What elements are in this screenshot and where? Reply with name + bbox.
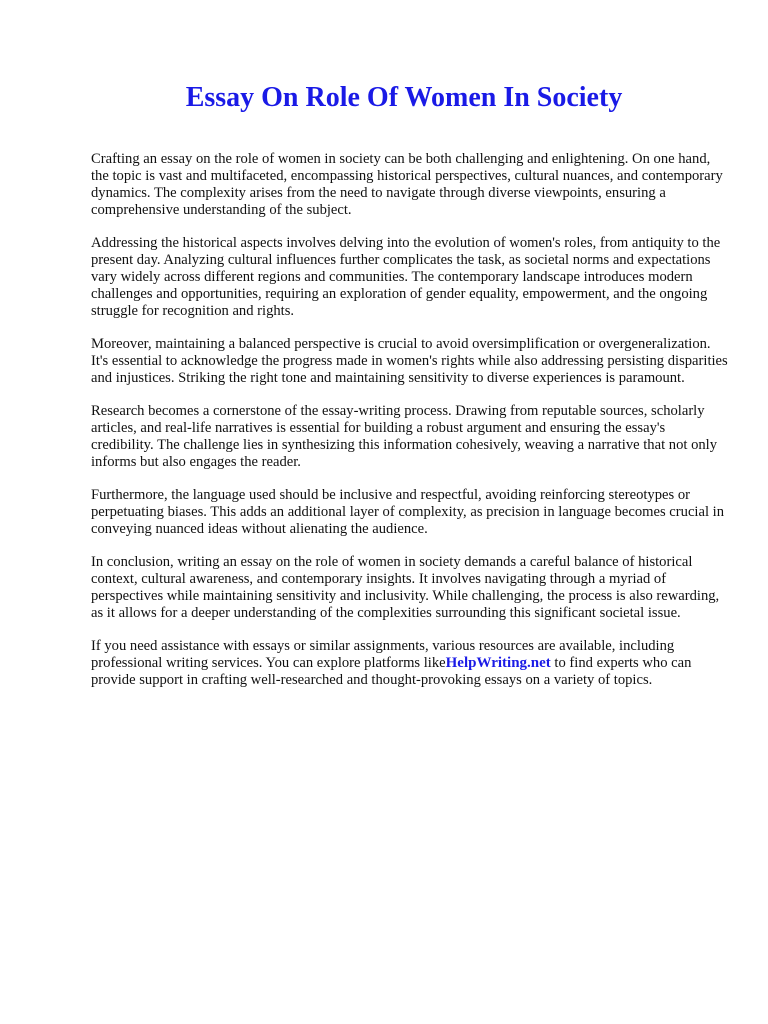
closing-text-after: to find experts who can provide support in crafting well-researched and thought-provoking essays on a variety of topics. — [91, 655, 692, 688]
helpwriting-link[interactable]: HelpWriting.net — [445, 655, 551, 671]
paragraph-intro: Crafting an essay on the role of women in society can be both challenging and enlightening. On one hand, the topic is vast and multifaceted, encompassing historical perspectives, cultural nuances, and contemporary dynamics. The complexity arises from the need to navigate through diverse viewpoints, ensuring a comprehensive understanding of the subject. — [91, 151, 723, 218]
paragraph-conclusion: In conclusion, writing an essay on the role of women in society demands a careful balance of historical context, cultural awareness, and contemporary insights. It involves navigating through a myriad of perspectives while maintaining sensitivity and inclusivity. While challenging, the process is also rewarding, as it allows for a deeper understanding of the complexities surrounding this significant societal issue. — [91, 554, 720, 621]
closing-text-before: If you need assistance with essays or similar assignments, various resources are available, including professional writing services. You can explore platforms like — [91, 638, 675, 671]
paragraph-research: Research becomes a cornerstone of the essay-writing process. Drawing from reputable sources, scholarly articles, and real-life narratives is essential for building a robust argument and ensuring the essay's credibility. The challenge lies in synthesizing this information cohesively, weaving a narrative that not only informs but also engages the reader. — [91, 403, 718, 470]
paragraph-historical: Addressing the historical aspects involves delving into the evolution of women's roles, from antiquity to the present day. Analyzing cultural influences further complicates the task, as societal norms and expectations vary widely across different regions and communities. The contemporary landscape introduces modern challenges and opportunities, requiring an exploration of gender equality, empowerment, and the ongoing struggle for recognition and rights. — [91, 235, 721, 319]
paragraph-language: Furthermore, the language used should be inclusive and respectful, avoiding reinforcing stereotypes or perpetuating biases. This adds an additional layer of complexity, as precision in language becomes crucial in conveying nuanced ideas without alienating the audience. — [91, 487, 725, 537]
paragraph-closing — [91, 638, 728, 689]
paragraph-balance: Moreover, maintaining a balanced perspective is crucial to avoid oversimplification or overgeneralization. It's essential to acknowledge the progress made in women's rights while also addressing persisting disparities and injustices. Striking the right tone and maintaining sensitivity to diverse experiences is paramount. — [91, 336, 728, 386]
page-title: Essay On Role Of Women In Society — [185, 82, 623, 113]
